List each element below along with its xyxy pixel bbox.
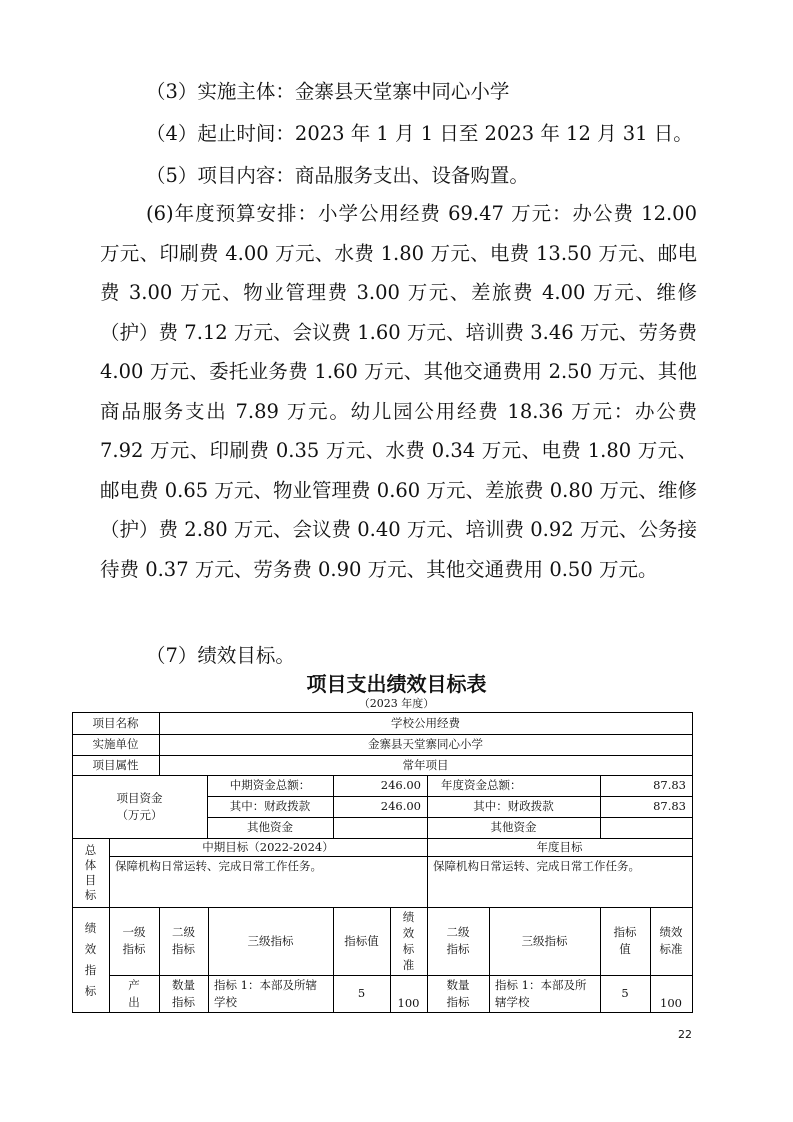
mid-goal-text: 保障机构日常运转、完成日常工作任务。 [115, 859, 322, 873]
year-goal-header: 年度目标 [536, 839, 583, 854]
header-level2-year: 二级 指标 [446, 925, 470, 956]
year-total-label: 年度资金总额： [441, 778, 522, 792]
attr-value: 常年项目 [402, 757, 449, 772]
project-name-value: 学校公用经费 [391, 715, 460, 730]
mid-fiscal-value: 246.00 [380, 799, 421, 813]
row-level2: 数量 指标 [172, 977, 195, 1009]
paragraph-text: （5）项目内容：商品服务支出、设备购置。 [146, 164, 529, 187]
paragraph-text: （3）实施主体：金寨县天堂寨中同心小学 [146, 80, 510, 103]
paragraph-text: （4）起止时间：2023 年 1 月 1 日至 2023 年 12 月 31 日。 [146, 122, 693, 145]
row-level3-year: 指标 1：本部及所 辖学校 [495, 977, 587, 1009]
perf-label: 绩 效 指 标 [84, 920, 97, 998]
header-level3: 三级指标 [247, 933, 294, 948]
unit-label: 实施单位 [92, 737, 139, 751]
paragraph-text: (6)年度预算安排：小学公用经费 69.47 万元：办公费 12.00 万元、印刷费 4.00 万元、水费 1.80 万元、电费 13.50 万元、邮电费 3.00 万元、物业管理费 3.00 万元、差旅费 4.00 万元、维修（护）费 7.12 万元、会议费 1.60 万元、培训费 3.46 万元、劳务费 4.00 万元、委托业务费 1.60 万元、其他交通费用 2.50 万元、其他商品服务支出 7.89 万元。幼儿园公用经费 18.36 万元：办公费 7.92 万元、印刷费 0.35 万元、水费 0.34 万元、电费 1.80 万元、邮电费 0.65 万元、物业管理费 0.60 万元、差旅费 0.80 万元、维修（护）费 2.80 万元、会议费 0.40 万元、培训费 0.92 万元、公务接待费 0.37 万元、劳务费 0.90 万元、其他交通费用 0.50 万元。 [100, 202, 697, 581]
header-standard-year: 绩效 标准 [659, 925, 683, 956]
table-year: （2023 年度） [358, 697, 435, 710]
fund-label: 项目资金 （万元） [116, 790, 163, 822]
header-level1: 一级 指标 [122, 925, 146, 956]
table-rule [109, 856, 693, 857]
year-other-label: 其他资金 [490, 820, 537, 834]
year-goal-text: 保障机构日常运转、完成日常工作任务。 [433, 859, 640, 873]
attr-label: 项目属性 [92, 757, 139, 772]
header-value: 指标值 [344, 933, 379, 948]
header-level2: 二级 指标 [172, 925, 195, 956]
table-rule [72, 1012, 693, 1013]
row-level2-year: 数量 指标 [446, 977, 470, 1009]
unit-value: 金寨县天堂寨同心小学 [368, 737, 483, 751]
row-standard: 100 [397, 996, 420, 1010]
row-value: 5 [357, 986, 366, 1000]
mid-fiscal-label: 其中：财政拨款 [229, 799, 311, 813]
row-standard-year: 100 [660, 996, 682, 1010]
header-level3-year: 三级指标 [521, 933, 568, 948]
table-rule [692, 712, 693, 1012]
year-fiscal-label: 其中：财政拨款 [473, 799, 554, 813]
mid-total-value: 246.00 [380, 778, 421, 792]
mid-other-label: 其他资金 [247, 820, 293, 834]
page-number: 22 [678, 1028, 692, 1041]
paragraph-text: （7）绩效目标。 [146, 644, 295, 667]
row-value-year: 5 [621, 986, 629, 1000]
year-fiscal-value: 87.83 [653, 799, 686, 813]
header-value-year: 指标 值 [613, 925, 637, 956]
header-standard: 绩 效 标 准 [402, 910, 415, 972]
goal-label: 总 体 目 标 [84, 842, 97, 902]
year-total-value: 87.83 [653, 778, 686, 792]
table-title: 项目支出绩效目标表 [306, 672, 487, 696]
mid-goal-header: 中期目标（2022-2024） [202, 839, 334, 854]
row-level1: 产 出 [128, 977, 140, 1009]
project-name-label: 项目名称 [92, 715, 139, 730]
row-level3: 指标 1：本部及所辖 学校 [214, 977, 317, 1009]
mid-total-label: 中期资金总额： [229, 778, 311, 792]
